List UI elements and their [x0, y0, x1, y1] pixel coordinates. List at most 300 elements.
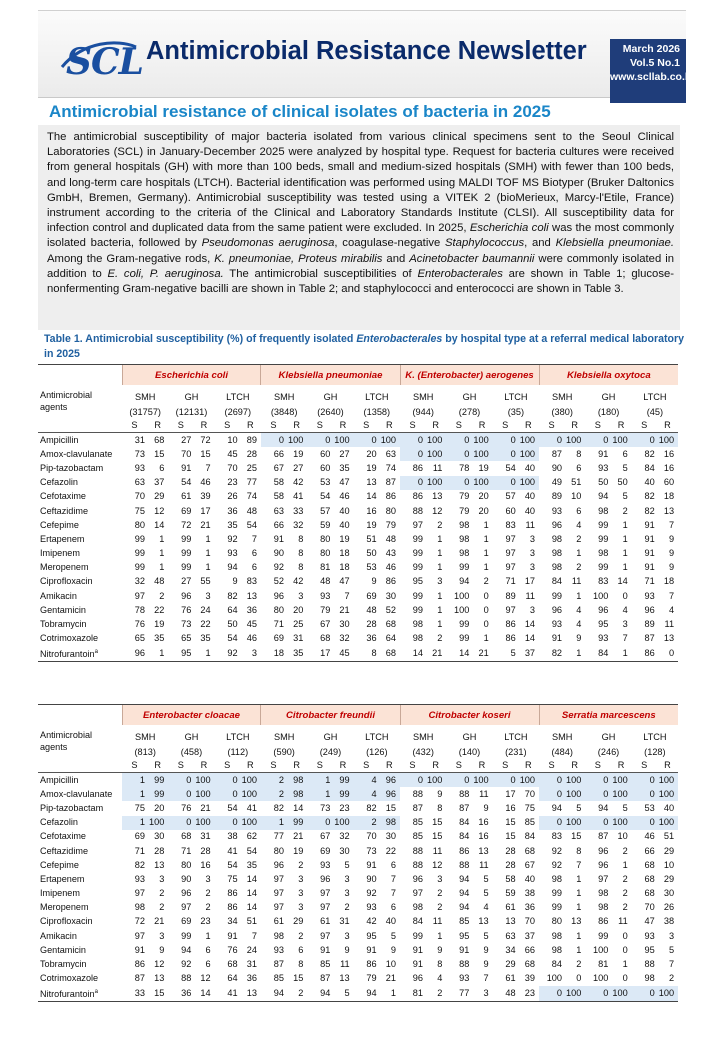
susceptible-value: 94 [551, 802, 563, 813]
susceptible-value: 77 [273, 831, 284, 842]
agent-row [38, 490, 678, 504]
resistant-value: 15 [432, 817, 443, 828]
susceptible-value: 87 [320, 973, 331, 984]
isolate-count: (31757) [129, 406, 161, 417]
resistant-value: 70 [524, 916, 536, 927]
resistant-value: 11 [479, 859, 489, 870]
resistant-value: 3 [298, 590, 304, 601]
agent-row [38, 816, 678, 830]
resistant-value: 13 [240, 986, 261, 1002]
susceptible-value: 71 [505, 576, 516, 587]
website-link[interactable]: www.scllab.co.kr [610, 71, 695, 83]
susceptible-value: 19 [366, 462, 377, 473]
susceptible-value: 85 [412, 831, 423, 842]
resistant-value: 40 [524, 873, 536, 884]
resistant-value: 25 [246, 462, 257, 473]
resistant-value: 40 [663, 802, 675, 813]
isolate-count: (1358) [363, 406, 391, 417]
resistant-value: 3 [529, 548, 536, 559]
resistant-value: 5 [344, 859, 350, 870]
susceptible-value: 99 [134, 562, 145, 573]
abstract-segment: Among the Gram-negative rods, [47, 252, 215, 265]
isolate-count: (458) [180, 746, 203, 757]
susceptible-value: 53 [644, 802, 655, 813]
resistant-value: 40 [524, 491, 536, 502]
susceptible-value: 97 [134, 888, 145, 899]
resistant-value: 1 [205, 562, 211, 573]
resistant-value: 2 [286, 986, 307, 1002]
resistant-value: 9 [483, 802, 489, 813]
susceptible-value: 88 [459, 788, 470, 799]
abstract-segment: , and [524, 237, 556, 250]
resistant-value: 100 [518, 476, 539, 490]
susceptible-value: 27 [181, 576, 192, 587]
susceptible-value: 0 [493, 447, 518, 461]
resistant-value: 42 [293, 576, 304, 587]
resistant-value: 2 [576, 533, 582, 544]
agent-row [38, 461, 678, 475]
agent-row [38, 532, 678, 546]
susceptible-value: 0 [446, 773, 471, 788]
resistant-value: 0 [622, 944, 628, 955]
resistant-value: 8 [437, 959, 443, 970]
resistant-value: 4 [576, 519, 582, 530]
resistant-value: 83 [246, 576, 257, 587]
resistant-value: 1 [437, 930, 443, 941]
susceptible-value: 98 [412, 902, 423, 913]
resistant-value: 98 [286, 773, 307, 788]
resistant-value: 51 [246, 916, 257, 927]
susceptible-value: 98 [134, 902, 145, 913]
susceptible-value: 54 [227, 633, 238, 644]
resistant-value: 100 [471, 773, 492, 788]
susceptible-value: 69 [366, 590, 377, 601]
organism-name: K. (Enterobacter) aerogenes [400, 365, 539, 386]
susceptible-value: 54 [227, 859, 238, 870]
resistant-value: 40 [524, 505, 536, 516]
susceptible-value: 97 [505, 604, 516, 615]
resistant-value: 32 [293, 519, 304, 530]
resistant-value: 100 [332, 816, 353, 830]
susceptible-value: 95 [412, 576, 424, 587]
resistant-value: 1 [483, 548, 489, 559]
susceptible-value: 98 [459, 548, 470, 559]
resistant-value: 100 [518, 433, 539, 448]
resistant-value: 100 [471, 433, 492, 448]
resistant-value: 86 [385, 491, 397, 502]
susceptible-value: 96 [598, 859, 609, 870]
resistant-value: 46 [339, 491, 350, 502]
susceptible-value: 45 [227, 448, 238, 459]
susceptible-value: 13 [505, 916, 516, 927]
susceptible-value: 80 [273, 604, 284, 615]
agent-row [38, 901, 678, 915]
resistant-value: 13 [432, 491, 443, 502]
susceptible-value: 65 [134, 633, 145, 644]
susceptible-value: 97 [598, 873, 609, 884]
resistant-value: 0 [483, 619, 489, 630]
s-label: S [493, 419, 518, 433]
susceptible-value: 96 [551, 604, 563, 615]
resistant-value: 30 [339, 845, 350, 856]
resistant-value: 0 [483, 590, 489, 601]
susceptible-value: 9 [232, 576, 238, 587]
susceptible-value: 86 [459, 845, 470, 856]
susceptible-value: 93 [551, 505, 563, 516]
resistant-value: 27 [293, 462, 304, 473]
resistant-value: 19 [339, 533, 350, 544]
susceptible-value: 91 [644, 562, 655, 573]
susceptible-value: 72 [181, 519, 192, 530]
susceptible-value: 87 [598, 831, 609, 842]
susceptible-value: 99 [412, 562, 424, 573]
resistant-value: 63 [385, 448, 397, 459]
susceptible-value: 83 [505, 519, 516, 530]
isolate-count: (112) [227, 746, 249, 757]
susceptible-value: 97 [412, 888, 423, 899]
resistant-value: 3 [240, 646, 261, 662]
resistant-value: 13 [246, 590, 257, 601]
resistant-value: 84 [524, 831, 536, 842]
sr-row-blank [38, 759, 122, 773]
susceptible-value: 93 [134, 873, 145, 884]
resistant-value: 9 [668, 533, 675, 544]
resistant-value: 100 [193, 787, 214, 801]
susceptible-value: 79 [320, 604, 331, 615]
agent-row [38, 632, 678, 646]
resistant-value: 2 [576, 562, 582, 573]
organism-name: Citrobacter koseri [400, 705, 539, 726]
susceptible-value: 97 [134, 930, 145, 941]
resistant-value: 7 [622, 633, 628, 644]
resistant-value: 100 [657, 816, 678, 830]
resistant-value: 3 [529, 604, 536, 615]
resistant-value: 62 [246, 831, 257, 842]
resistant-value: 11 [340, 959, 350, 970]
resistant-value: 5 [668, 944, 675, 955]
hospital-type-label: GH [184, 391, 199, 402]
resistant-value: 20 [478, 505, 489, 516]
susceptible-value: 99 [598, 533, 609, 544]
susceptible-value: 70 [227, 462, 238, 473]
susceptible-value: 97 [273, 873, 284, 884]
resistant-value: 37 [518, 646, 539, 662]
resistant-value: 5 [622, 462, 628, 473]
s-label: S [632, 419, 657, 433]
agent-name: Amox-clavulanate [40, 448, 113, 459]
resistant-value: 36 [246, 604, 257, 615]
agent-name: Ceftazidime [40, 845, 89, 856]
organism-name: Klebsiella oxytoca [539, 365, 678, 386]
r-label: R [286, 759, 307, 773]
susceptible-value: 91 [320, 944, 331, 955]
susceptible-value: 97 [505, 562, 516, 573]
resistant-value: 31 [200, 831, 211, 842]
susceptible-value: 91 [644, 533, 655, 544]
resistant-value: 100 [564, 433, 585, 448]
r-label: R [471, 759, 492, 773]
susceptible-value: 97 [505, 533, 516, 544]
susceptible-value: 97 [273, 902, 284, 913]
resistant-value: 14 [293, 802, 304, 813]
susceptible-value: 94 [261, 986, 286, 1002]
resistant-value: 21 [339, 604, 350, 615]
susceptible-value: 92 [181, 959, 192, 970]
susceptible-value: 0 [632, 773, 657, 788]
susceptible-value: 91 [273, 533, 284, 544]
susceptible-value: 70 [134, 491, 145, 502]
susceptible-value: 87 [273, 959, 284, 970]
susceptible-value: 87 [644, 633, 655, 644]
susceptible-value: 80 [320, 548, 331, 559]
agent-name: Pip-tazobactam [40, 802, 104, 813]
susceptible-value: 5 [493, 646, 518, 662]
issue-info-box [610, 39, 695, 103]
resistant-value: 9 [483, 959, 489, 970]
susceptible-value: 54 [181, 477, 192, 488]
resistant-value: 100 [332, 433, 353, 448]
resistant-value: 3 [298, 888, 304, 899]
susceptible-value: 78 [134, 604, 145, 615]
isolate-count: (278) [458, 406, 481, 417]
susceptible-value: 61 [273, 916, 284, 927]
resistant-value: 3 [437, 576, 443, 587]
susceptible-value: 96 [122, 646, 147, 662]
susceptible-value: 94 [227, 562, 238, 573]
resistant-value: 54 [246, 519, 257, 530]
resistant-value: 16 [478, 817, 489, 828]
susceptible-value: 64 [227, 604, 238, 615]
resistant-value: 12 [154, 959, 165, 970]
isolate-count: (432) [412, 746, 434, 757]
resistant-value: 9 [159, 944, 165, 955]
susceptible-value: 96 [412, 873, 423, 884]
hospital-type-label: SMH [134, 731, 156, 742]
hospital-type-label: LTCH [226, 391, 250, 402]
r-label: R [193, 419, 214, 433]
susceptible-value: 91 [551, 633, 563, 644]
susceptible-value: 93 [459, 973, 470, 984]
susceptible-value: 28 [505, 845, 516, 856]
resistant-value: 2 [483, 576, 489, 587]
susceptible-value: 73 [181, 619, 192, 630]
agents-column-header [38, 365, 122, 420]
article-abstract [38, 125, 680, 330]
resistant-value: 1 [437, 562, 443, 573]
resistant-value: 35 [200, 633, 211, 644]
susceptible-value: 72 [134, 916, 145, 927]
susceptible-value: 97 [181, 902, 192, 913]
resistant-value: 20 [154, 802, 165, 813]
resistant-value: 41 [246, 802, 257, 813]
s-label: S [400, 759, 425, 773]
susceptible-value: 70 [181, 448, 192, 459]
susceptible-value: 4 [354, 773, 379, 788]
resistant-value: 47 [339, 576, 350, 587]
susceptible-value: 27 [181, 434, 192, 445]
resistant-value: 14 [524, 633, 536, 644]
susceptible-value: 79 [366, 973, 377, 984]
resistant-value: 2 [437, 902, 443, 913]
resistant-value: 40 [339, 505, 350, 516]
r-label: R [147, 759, 168, 773]
resistant-value: 1 [205, 533, 211, 544]
resistant-value: 16 [663, 448, 675, 459]
r-label: R [193, 759, 214, 773]
resistant-value: 100 [425, 773, 446, 788]
resistant-value: 100 [471, 447, 492, 461]
susceptible-value: 85 [320, 959, 331, 970]
resistant-value: 45 [246, 619, 257, 630]
susceptible-value: 84 [459, 831, 470, 842]
r-label: R [471, 419, 492, 433]
resistant-value: 21 [293, 831, 304, 842]
resistant-value: 1 [147, 646, 168, 662]
agents-column-header [38, 705, 122, 760]
susceptible-value: 98 [551, 944, 563, 955]
susceptible-value: 82 [644, 505, 655, 516]
hospital-type-label: GH [323, 391, 338, 402]
hospital-type-label: SMH [273, 731, 295, 742]
susceptible-value: 67 [273, 462, 284, 473]
susceptible-value: 0 [446, 447, 471, 461]
susceptible-value: 96 [598, 845, 609, 856]
susceptible-value: 79 [459, 505, 470, 516]
susceptible-value: 68 [644, 859, 655, 870]
susceptible-value: 61 [320, 916, 331, 927]
susceptible-value: 0 [215, 773, 240, 788]
resistant-value: 68 [524, 845, 536, 856]
resistant-value: 99 [332, 787, 353, 801]
hospital-type-label: LTCH [365, 731, 389, 742]
resistant-value: 30 [385, 831, 396, 842]
susceptible-value: 0 [215, 816, 240, 830]
susceptible-value: 99 [181, 562, 192, 573]
resistant-value: 1 [622, 562, 628, 573]
s-label: S [215, 759, 240, 773]
susceptible-value: 89 [644, 619, 655, 630]
agent-name: Meropenem [40, 902, 89, 913]
resistant-value: 2 [622, 902, 628, 913]
s-label: S [539, 759, 564, 773]
susceptible-value: 15 [505, 831, 516, 842]
abstract-segment: Klebsiella pneumoniae. [555, 237, 674, 250]
s-label: S [122, 759, 147, 773]
resistant-value: 96 [379, 787, 400, 801]
resistant-value: 24 [246, 944, 257, 955]
resistant-value: 72 [200, 434, 211, 445]
agents-header-line: Antimicrobial [40, 730, 93, 740]
susceptible-value: 98 [551, 533, 563, 544]
r-label: R [332, 759, 353, 773]
resistant-value: 4 [483, 902, 489, 913]
resistant-value: 31 [339, 916, 350, 927]
abstract-segment: , coagulase-negative [334, 237, 445, 250]
susceptible-value: 81 [400, 986, 425, 1002]
agent-name: Nitrofurantoin$^a$ [38, 646, 122, 662]
resistant-value: 100 [610, 433, 631, 448]
susceptible-value: 76 [227, 944, 238, 955]
resistant-value: 8 [298, 548, 304, 559]
hospital-type-label: GH [462, 731, 477, 742]
susceptible-value: 86 [412, 491, 424, 502]
r-label: R [147, 419, 168, 433]
susceptible-value: 93 [598, 633, 609, 644]
susceptibility-table-1 [38, 364, 678, 662]
resistant-value: 12 [432, 505, 443, 516]
resistant-value: 2 [205, 902, 211, 913]
resistant-value: 15 [571, 831, 582, 842]
resistant-value: 20 [478, 491, 489, 502]
s-label: S [585, 759, 610, 773]
resistant-value: 9 [576, 633, 582, 644]
resistant-value: 98 [286, 787, 307, 801]
resistant-value: 21 [425, 646, 446, 662]
resistant-value: 2 [437, 888, 443, 899]
scl-logo: SCL [66, 41, 143, 83]
susceptible-value: 96 [273, 590, 284, 601]
susceptible-value: 82 [273, 802, 284, 813]
resistant-value: 46 [385, 562, 397, 573]
resistant-value: 17 [200, 505, 211, 516]
susceptible-value: 88 [459, 859, 470, 870]
resistant-value: 100 [518, 447, 539, 461]
susceptible-value: 14 [400, 646, 425, 662]
resistant-value: 1 [379, 986, 400, 1002]
resistant-value: 27 [339, 448, 350, 459]
resistant-value: 2 [344, 902, 350, 913]
susceptible-value: 84 [551, 959, 563, 970]
resistant-value: 85 [524, 817, 536, 828]
susceptible-value: 67 [320, 831, 331, 842]
agent-name: Ertapenem [40, 533, 85, 544]
resistant-value: 30 [154, 831, 165, 842]
isolate-count: (944) [412, 406, 434, 417]
agent-row [38, 518, 678, 532]
susceptible-value: 97 [320, 888, 331, 899]
susceptible-value: 36 [366, 633, 377, 644]
s-label: S [168, 759, 193, 773]
resistant-value: 100 [564, 787, 585, 801]
susceptible-value: 92 [551, 845, 563, 856]
susceptible-value: 50 [598, 477, 609, 488]
resistant-value: 68 [154, 434, 165, 445]
isolate-count: (3848) [270, 406, 298, 417]
resistant-value: 74 [385, 462, 397, 473]
resistant-value: 7 [390, 888, 396, 899]
susceptible-value: 96 [273, 859, 284, 870]
susceptible-value: 84 [459, 817, 470, 828]
susceptible-value: 65 [181, 633, 192, 644]
susceptible-value: 53 [320, 477, 331, 488]
susceptible-value: 97 [412, 519, 424, 530]
susceptible-value: 34 [227, 916, 238, 927]
susceptible-value: 88 [412, 788, 423, 799]
resistant-value: 6 [205, 944, 211, 955]
abstract-segment: Escherichia coli [469, 222, 549, 235]
susceptible-value: 80 [273, 845, 284, 856]
susceptible-value: 93 [273, 944, 284, 955]
susceptible-value: 100 [546, 973, 563, 984]
r-label: R [610, 419, 631, 433]
susceptible-value: 92 [551, 859, 563, 870]
abstract-segment: K. pneumoniae, Proteus mirabilis [214, 252, 383, 265]
isolate-count: (813) [134, 746, 156, 757]
susceptible-value: 98 [412, 633, 424, 644]
s-label: S [585, 419, 610, 433]
organism-header-row [38, 365, 678, 386]
susceptible-value: 99 [412, 533, 424, 544]
